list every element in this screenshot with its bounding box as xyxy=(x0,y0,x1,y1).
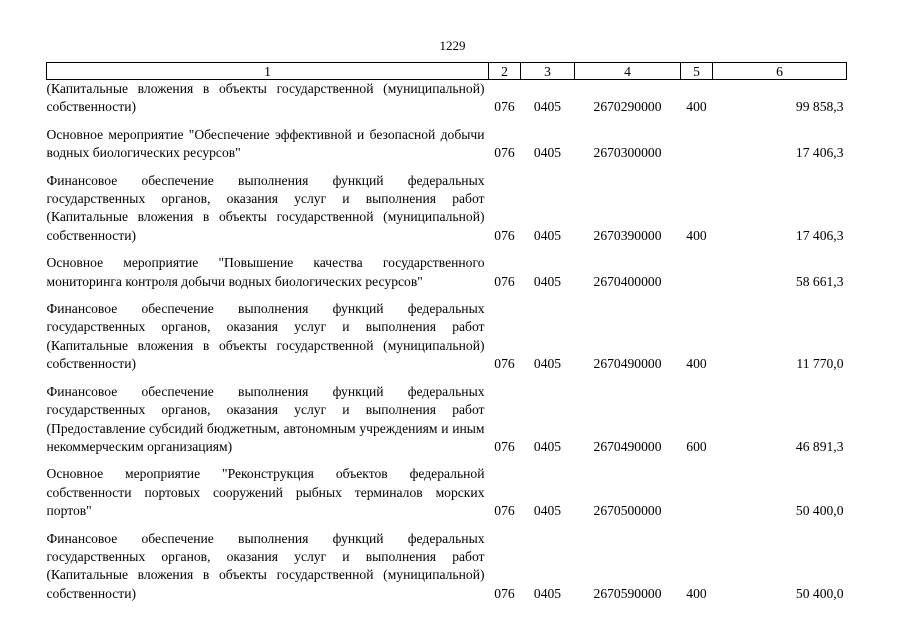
section-code: 0405 xyxy=(533,145,562,161)
table-header-row xyxy=(47,63,847,80)
table-row xyxy=(47,80,847,117)
item-name: Финансовое обеспечение выполнения функций федеральных государственных органов, оказания услуг и выполнения работ (Капитальные вложения в объекты государственной (муниципальной) собственности) xyxy=(46,301,485,372)
column-header: 1 xyxy=(47,63,489,80)
column-header: 2 xyxy=(489,63,521,80)
target-code: 2670400000 xyxy=(593,273,662,289)
expense-type-code xyxy=(681,245,713,291)
target-code: 2670300000 xyxy=(593,145,662,161)
item-name: Основное мероприятие "Повышение качества государственного мониторинга контроля добычи водных биологических ресурсов" xyxy=(46,255,485,289)
amount: 11 770,0 xyxy=(796,356,844,372)
table-row xyxy=(47,163,847,246)
expense-type-code: 400 xyxy=(686,356,707,372)
amount: 58 661,3 xyxy=(795,273,844,289)
expense-type-code: 600 xyxy=(686,438,707,454)
column-header: 5 xyxy=(681,63,713,80)
expense-type-code: 400 xyxy=(686,227,707,243)
section-code: 0405 xyxy=(533,99,562,115)
item-name: (Капитальные вложения в объекты государственной (муниципальной) собственности) xyxy=(46,81,485,115)
ministry-code: 076 xyxy=(494,585,515,601)
item-name: Финансовое обеспечение выполнения функций федеральных государственных органов, оказания услуг и выполнения работ (Капитальные вложения в объекты государственной (муниципальной) собственности) xyxy=(46,530,485,601)
item-name: Финансовое обеспечение выполнения функций федеральных государственных органов, оказания услуг и выполнения работ (Предоставление субсидий бюджетным, автономным учреждениям и иным некоммерческим организациям) xyxy=(46,383,485,454)
section-code: 0405 xyxy=(533,503,562,519)
expense-type-code xyxy=(681,117,713,163)
table-row xyxy=(47,245,847,291)
ministry-code: 076 xyxy=(494,273,515,289)
amount: 17 406,3 xyxy=(795,227,844,243)
target-code: 2670490000 xyxy=(593,438,662,454)
budget-table xyxy=(46,62,847,603)
target-code: 2670500000 xyxy=(593,503,662,519)
column-header: 3 xyxy=(521,63,575,80)
page-number: 1229 xyxy=(439,38,466,53)
amount: 99 858,3 xyxy=(795,99,844,115)
table-row xyxy=(47,374,847,457)
ministry-code: 076 xyxy=(494,145,515,161)
table-row xyxy=(47,456,847,520)
section-code: 0405 xyxy=(533,356,562,372)
target-code: 2670390000 xyxy=(593,227,662,243)
amount: 50 400,0 xyxy=(795,503,844,519)
section-code: 0405 xyxy=(533,273,562,289)
table-row xyxy=(47,291,847,374)
ministry-code: 076 xyxy=(494,356,515,372)
column-header: 6 xyxy=(713,63,847,80)
target-code: 2670290000 xyxy=(593,99,662,115)
column-header: 4 xyxy=(575,63,681,80)
item-name: Финансовое обеспечение выполнения функций федеральных государственных органов, оказания услуг и выполнения работ (Капитальные вложения в объекты государственной (муниципальной) собственности) xyxy=(46,172,485,243)
table-row xyxy=(47,521,847,604)
ministry-code: 076 xyxy=(494,503,515,519)
ministry-code: 076 xyxy=(494,99,515,115)
expense-type-code: 400 xyxy=(686,99,707,115)
ministry-code: 076 xyxy=(494,438,515,454)
section-code: 0405 xyxy=(533,227,562,243)
item-name: Основное мероприятие "Обеспечение эффективной и безопасной добычи водных биологических ресурсов" xyxy=(46,126,485,161)
amount: 17 406,3 xyxy=(795,145,844,161)
amount: 46 891,3 xyxy=(795,438,844,454)
item-name: Основное мероприятие "Реконструкция объектов федеральной собственности портовых сооружений рыбных терминалов морских портов" xyxy=(46,466,485,519)
expense-type-code xyxy=(681,456,713,520)
table-row xyxy=(47,117,847,163)
section-code: 0405 xyxy=(533,585,562,601)
target-code: 2670590000 xyxy=(593,585,662,601)
expense-type-code: 400 xyxy=(686,585,707,601)
ministry-code: 076 xyxy=(494,227,515,243)
amount: 50 400,0 xyxy=(795,585,844,601)
section-code: 0405 xyxy=(533,438,562,454)
target-code: 2670490000 xyxy=(593,356,662,372)
